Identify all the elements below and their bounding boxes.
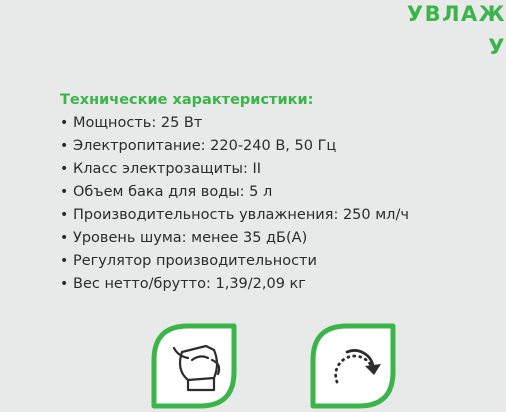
- rotate-arrow-icon: [307, 320, 399, 412]
- spec-item-humidification-rate: • Производительность увлажнения: 250 мл/ч: [60, 204, 409, 227]
- specifications-list: [60, 112, 409, 296]
- spec-item-weight: • Вес нетто/брутто: 1,39/2,09 кг: [60, 273, 409, 296]
- kettle-icon: [148, 320, 240, 412]
- specifications-title: Технические характеристики:: [60, 92, 314, 108]
- spec-item-noise-level: • Уровень шума: менее 35 дБ(А): [60, 227, 409, 250]
- header-title-line-1: УВЛАЖ: [406, 2, 506, 26]
- spec-item-performance-regulator: • Регулятор производительности: [60, 250, 409, 273]
- specifications-block: [60, 89, 409, 296]
- header-title-line-2: У: [488, 35, 506, 59]
- spec-item-protection-class: • Класс электрозащиты: II: [60, 158, 409, 181]
- spec-item-power: • Мощность: 25 Вт: [60, 112, 409, 135]
- spec-item-tank-volume: • Объем бака для воды: 5 л: [60, 181, 409, 204]
- spec-item-power-supply: • Электропитание: 220-240 В, 50 Гц: [60, 135, 409, 158]
